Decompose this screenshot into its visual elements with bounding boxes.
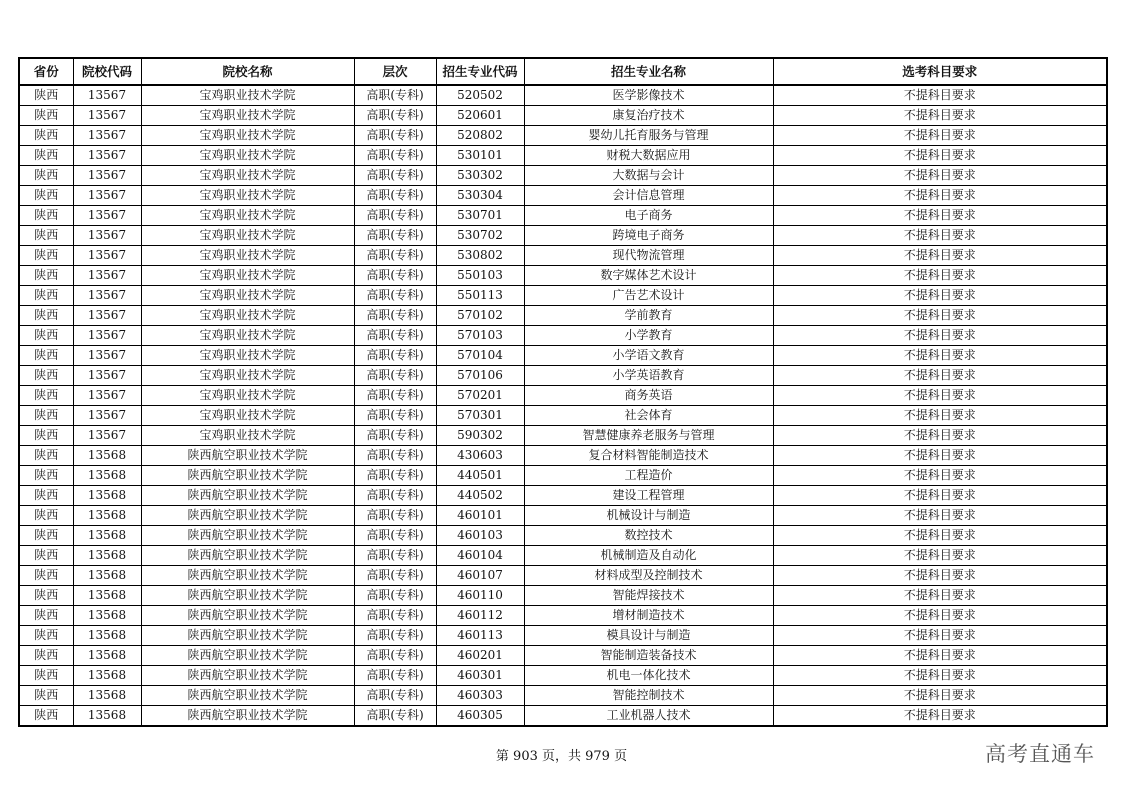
cell-province: 陕西 [19, 146, 73, 166]
cell-level: 高职(专科) [354, 466, 436, 486]
cell-major-code: 460103 [436, 526, 524, 546]
cell-major-name: 电子商务 [524, 206, 773, 226]
cell-level: 高职(专科) [354, 506, 436, 526]
cell-major-name: 机械制造及自动化 [524, 546, 773, 566]
cell-subject-requirement: 不提科目要求 [773, 85, 1107, 106]
cell-school-name: 陕西航空职业技术学院 [141, 486, 354, 506]
cell-level: 高职(专科) [354, 626, 436, 646]
cell-province: 陕西 [19, 606, 73, 626]
cell-subject-requirement: 不提科目要求 [773, 366, 1107, 386]
admissions-table-container [18, 57, 1106, 727]
cell-major-code: 550113 [436, 286, 524, 306]
cell-subject-requirement: 不提科目要求 [773, 326, 1107, 346]
cell-major-name: 智能制造装备技术 [524, 646, 773, 666]
cell-major-name: 广告艺术设计 [524, 286, 773, 306]
cell-province: 陕西 [19, 166, 73, 186]
table-row [19, 126, 1107, 146]
cell-province: 陕西 [19, 286, 73, 306]
cell-major-code: 430603 [436, 446, 524, 466]
cell-school-code: 13567 [73, 406, 141, 426]
cell-school-name: 宝鸡职业技术学院 [141, 146, 354, 166]
cell-school-code: 13567 [73, 206, 141, 226]
cell-school-code: 13567 [73, 106, 141, 126]
cell-major-code: 440502 [436, 486, 524, 506]
cell-school-name: 宝鸡职业技术学院 [141, 186, 354, 206]
cell-province: 陕西 [19, 706, 73, 727]
cell-major-code: 460113 [436, 626, 524, 646]
table-row [19, 306, 1107, 326]
cell-subject-requirement: 不提科目要求 [773, 126, 1107, 146]
cell-major-code: 460112 [436, 606, 524, 626]
cell-level: 高职(专科) [354, 426, 436, 446]
cell-province: 陕西 [19, 546, 73, 566]
table-row [19, 506, 1107, 526]
cell-province: 陕西 [19, 386, 73, 406]
cell-school-name: 陕西航空职业技术学院 [141, 566, 354, 586]
table-row [19, 626, 1107, 646]
cell-province: 陕西 [19, 246, 73, 266]
cell-school-code: 13567 [73, 386, 141, 406]
table-header-row [19, 58, 1107, 85]
table-row [19, 566, 1107, 586]
cell-level: 高职(专科) [354, 706, 436, 727]
cell-level: 高职(专科) [354, 666, 436, 686]
cell-subject-requirement: 不提科目要求 [773, 526, 1107, 546]
table-row [19, 666, 1107, 686]
cell-school-name: 宝鸡职业技术学院 [141, 386, 354, 406]
cell-major-code: 570201 [436, 386, 524, 406]
cell-major-code: 570104 [436, 346, 524, 366]
cell-level: 高职(专科) [354, 566, 436, 586]
cell-major-name: 材料成型及控制技术 [524, 566, 773, 586]
cell-subject-requirement: 不提科目要求 [773, 486, 1107, 506]
cell-province: 陕西 [19, 666, 73, 686]
table-row [19, 346, 1107, 366]
cell-school-code: 13567 [73, 366, 141, 386]
cell-school-name: 陕西航空职业技术学院 [141, 686, 354, 706]
cell-major-name: 跨境电子商务 [524, 226, 773, 246]
cell-major-name: 增材制造技术 [524, 606, 773, 626]
cell-province: 陕西 [19, 566, 73, 586]
cell-major-code: 570301 [436, 406, 524, 426]
cell-major-name: 机电一体化技术 [524, 666, 773, 686]
cell-province: 陕西 [19, 346, 73, 366]
cell-school-code: 13568 [73, 486, 141, 506]
cell-level: 高职(专科) [354, 266, 436, 286]
table-row [19, 266, 1107, 286]
cell-major-name: 数字媒体艺术设计 [524, 266, 773, 286]
cell-school-code: 13567 [73, 426, 141, 446]
cell-subject-requirement: 不提科目要求 [773, 146, 1107, 166]
cell-school-name: 陕西航空职业技术学院 [141, 706, 354, 727]
cell-subject-requirement: 不提科目要求 [773, 606, 1107, 626]
cell-subject-requirement: 不提科目要求 [773, 226, 1107, 246]
cell-major-name: 财税大数据应用 [524, 146, 773, 166]
cell-school-code: 13568 [73, 706, 141, 727]
table-row [19, 406, 1107, 426]
table-row [19, 446, 1107, 466]
cell-province: 陕西 [19, 306, 73, 326]
table-row [19, 706, 1107, 727]
cell-school-code: 13567 [73, 286, 141, 306]
cell-school-code: 13567 [73, 326, 141, 346]
cell-major-code: 550103 [436, 266, 524, 286]
cell-school-code: 13568 [73, 686, 141, 706]
cell-level: 高职(专科) [354, 85, 436, 106]
cell-major-name: 复合材料智能制造技术 [524, 446, 773, 466]
cell-level: 高职(专科) [354, 406, 436, 426]
table-row [19, 486, 1107, 506]
header-major-code: 招生专业代码 [436, 58, 524, 85]
cell-subject-requirement: 不提科目要求 [773, 346, 1107, 366]
table-row [19, 366, 1107, 386]
cell-major-name: 工程造价 [524, 466, 773, 486]
cell-major-code: 570102 [436, 306, 524, 326]
cell-province: 陕西 [19, 486, 73, 506]
cell-major-code: 590302 [436, 426, 524, 446]
table-row [19, 146, 1107, 166]
cell-major-name: 商务英语 [524, 386, 773, 406]
cell-subject-requirement: 不提科目要求 [773, 686, 1107, 706]
cell-subject-requirement: 不提科目要求 [773, 406, 1107, 426]
cell-subject-requirement: 不提科目要求 [773, 166, 1107, 186]
cell-subject-requirement: 不提科目要求 [773, 586, 1107, 606]
cell-school-code: 13568 [73, 586, 141, 606]
table-body [19, 85, 1107, 726]
page-number: 第 903 页，共 979 页 [495, 749, 628, 764]
cell-level: 高职(专科) [354, 106, 436, 126]
cell-subject-requirement: 不提科目要求 [773, 246, 1107, 266]
cell-school-name: 陕西航空职业技术学院 [141, 506, 354, 526]
cell-level: 高职(专科) [354, 646, 436, 666]
cell-school-name: 宝鸡职业技术学院 [141, 306, 354, 326]
cell-major-name: 学前教育 [524, 306, 773, 326]
cell-level: 高职(专科) [354, 306, 436, 326]
cell-school-name: 陕西航空职业技术学院 [141, 586, 354, 606]
cell-school-name: 宝鸡职业技术学院 [141, 106, 354, 126]
cell-school-code: 13568 [73, 546, 141, 566]
header-school-code: 院校代码 [73, 58, 141, 85]
cell-school-name: 宝鸡职业技术学院 [141, 246, 354, 266]
cell-level: 高职(专科) [354, 486, 436, 506]
cell-province: 陕西 [19, 326, 73, 346]
cell-school-name: 宝鸡职业技术学院 [141, 166, 354, 186]
cell-major-code: 530101 [436, 146, 524, 166]
table-row [19, 206, 1107, 226]
cell-school-code: 13567 [73, 186, 141, 206]
cell-level: 高职(专科) [354, 546, 436, 566]
cell-subject-requirement: 不提科目要求 [773, 706, 1107, 727]
cell-province: 陕西 [19, 186, 73, 206]
cell-subject-requirement: 不提科目要求 [773, 386, 1107, 406]
table-row [19, 286, 1107, 306]
table-row [19, 526, 1107, 546]
cell-school-name: 宝鸡职业技术学院 [141, 326, 354, 346]
watermark-logo: 高考直通车 [985, 742, 1095, 766]
cell-subject-requirement: 不提科目要求 [773, 466, 1107, 486]
cell-province: 陕西 [19, 446, 73, 466]
cell-level: 高职(专科) [354, 586, 436, 606]
cell-major-code: 460303 [436, 686, 524, 706]
cell-subject-requirement: 不提科目要求 [773, 106, 1107, 126]
cell-province: 陕西 [19, 206, 73, 226]
cell-province: 陕西 [19, 586, 73, 606]
cell-school-code: 13567 [73, 246, 141, 266]
table-row [19, 85, 1107, 106]
cell-major-code: 520502 [436, 85, 524, 106]
cell-level: 高职(专科) [354, 346, 436, 366]
cell-level: 高职(专科) [354, 126, 436, 146]
cell-major-name: 智能控制技术 [524, 686, 773, 706]
cell-province: 陕西 [19, 126, 73, 146]
cell-school-code: 13567 [73, 166, 141, 186]
cell-province: 陕西 [19, 506, 73, 526]
cell-major-name: 工业机器人技术 [524, 706, 773, 727]
cell-major-code: 460101 [436, 506, 524, 526]
cell-province: 陕西 [19, 85, 73, 106]
cell-school-code: 13568 [73, 466, 141, 486]
cell-major-name: 小学教育 [524, 326, 773, 346]
cell-school-name: 宝鸡职业技术学院 [141, 286, 354, 306]
cell-subject-requirement: 不提科目要求 [773, 646, 1107, 666]
cell-subject-requirement: 不提科目要求 [773, 306, 1107, 326]
table-row [19, 186, 1107, 206]
table-row [19, 246, 1107, 266]
cell-major-code: 460107 [436, 566, 524, 586]
table-row [19, 326, 1107, 346]
cell-school-name: 宝鸡职业技术学院 [141, 406, 354, 426]
cell-subject-requirement: 不提科目要求 [773, 446, 1107, 466]
cell-major-name: 建设工程管理 [524, 486, 773, 506]
cell-major-name: 社会体育 [524, 406, 773, 426]
cell-major-name: 机械设计与制造 [524, 506, 773, 526]
cell-major-code: 530701 [436, 206, 524, 226]
header-subject-requirement: 选考科目要求 [773, 58, 1107, 85]
cell-level: 高职(专科) [354, 226, 436, 246]
cell-province: 陕西 [19, 266, 73, 286]
cell-province: 陕西 [19, 686, 73, 706]
cell-level: 高职(专科) [354, 526, 436, 546]
header-school-name: 院校名称 [141, 58, 354, 85]
admissions-table [18, 57, 1108, 727]
cell-major-code: 520802 [436, 126, 524, 146]
cell-major-code: 460201 [436, 646, 524, 666]
table-row [19, 546, 1107, 566]
cell-school-name: 陕西航空职业技术学院 [141, 446, 354, 466]
cell-province: 陕西 [19, 366, 73, 386]
header-level: 层次 [354, 58, 436, 85]
cell-major-code: 530304 [436, 186, 524, 206]
cell-level: 高职(专科) [354, 186, 436, 206]
cell-school-name: 陕西航空职业技术学院 [141, 546, 354, 566]
cell-school-name: 陕西航空职业技术学院 [141, 526, 354, 546]
cell-level: 高职(专科) [354, 206, 436, 226]
cell-major-code: 460104 [436, 546, 524, 566]
table-row [19, 106, 1107, 126]
cell-major-code: 440501 [436, 466, 524, 486]
cell-school-name: 宝鸡职业技术学院 [141, 346, 354, 366]
cell-level: 高职(专科) [354, 166, 436, 186]
cell-major-name: 康复治疗技术 [524, 106, 773, 126]
cell-major-code: 530302 [436, 166, 524, 186]
cell-major-name: 小学语文教育 [524, 346, 773, 366]
cell-level: 高职(专科) [354, 446, 436, 466]
cell-school-name: 宝鸡职业技术学院 [141, 266, 354, 286]
cell-school-code: 13567 [73, 85, 141, 106]
cell-major-code: 530802 [436, 246, 524, 266]
cell-level: 高职(专科) [354, 326, 436, 346]
cell-subject-requirement: 不提科目要求 [773, 546, 1107, 566]
cell-major-code: 520601 [436, 106, 524, 126]
table-row [19, 586, 1107, 606]
table-row [19, 646, 1107, 666]
cell-level: 高职(专科) [354, 366, 436, 386]
table-row [19, 686, 1107, 706]
cell-school-code: 13568 [73, 646, 141, 666]
cell-province: 陕西 [19, 426, 73, 446]
cell-school-code: 13568 [73, 446, 141, 466]
cell-level: 高职(专科) [354, 686, 436, 706]
cell-major-name: 现代物流管理 [524, 246, 773, 266]
cell-school-name: 宝鸡职业技术学院 [141, 426, 354, 446]
cell-province: 陕西 [19, 106, 73, 126]
cell-school-name: 陕西航空职业技术学院 [141, 626, 354, 646]
cell-province: 陕西 [19, 466, 73, 486]
cell-province: 陕西 [19, 646, 73, 666]
cell-school-name: 宝鸡职业技术学院 [141, 226, 354, 246]
cell-level: 高职(专科) [354, 246, 436, 266]
cell-province: 陕西 [19, 226, 73, 246]
cell-major-name: 智能焊接技术 [524, 586, 773, 606]
cell-school-code: 13568 [73, 506, 141, 526]
cell-school-code: 13568 [73, 526, 141, 546]
header-major-name: 招生专业名称 [524, 58, 773, 85]
cell-school-code: 13567 [73, 126, 141, 146]
table-row [19, 386, 1107, 406]
cell-school-name: 宝鸡职业技术学院 [141, 85, 354, 106]
cell-subject-requirement: 不提科目要求 [773, 186, 1107, 206]
cell-school-name: 宝鸡职业技术学院 [141, 206, 354, 226]
cell-subject-requirement: 不提科目要求 [773, 626, 1107, 646]
cell-major-name: 模具设计与制造 [524, 626, 773, 646]
header-province: 省份 [19, 58, 73, 85]
cell-province: 陕西 [19, 526, 73, 546]
cell-school-name: 陕西航空职业技术学院 [141, 646, 354, 666]
cell-level: 高职(专科) [354, 286, 436, 306]
cell-subject-requirement: 不提科目要求 [773, 266, 1107, 286]
cell-major-name: 数控技术 [524, 526, 773, 546]
cell-level: 高职(专科) [354, 386, 436, 406]
cell-school-code: 13568 [73, 626, 141, 646]
cell-school-code: 13567 [73, 306, 141, 326]
cell-major-code: 460305 [436, 706, 524, 727]
cell-major-name: 医学影像技术 [524, 85, 773, 106]
cell-school-name: 宝鸡职业技术学院 [141, 126, 354, 146]
cell-school-name: 宝鸡职业技术学院 [141, 366, 354, 386]
cell-major-code: 570106 [436, 366, 524, 386]
cell-school-code: 13568 [73, 606, 141, 626]
table-row [19, 166, 1107, 186]
cell-subject-requirement: 不提科目要求 [773, 566, 1107, 586]
cell-school-code: 13567 [73, 146, 141, 166]
table-row [19, 426, 1107, 446]
cell-school-name: 陕西航空职业技术学院 [141, 606, 354, 626]
cell-major-code: 460301 [436, 666, 524, 686]
cell-school-code: 13568 [73, 566, 141, 586]
cell-major-name: 小学英语教育 [524, 366, 773, 386]
cell-school-code: 13567 [73, 266, 141, 286]
cell-major-code: 460110 [436, 586, 524, 606]
cell-level: 高职(专科) [354, 606, 436, 626]
cell-major-code: 530702 [436, 226, 524, 246]
cell-school-code: 13568 [73, 666, 141, 686]
cell-subject-requirement: 不提科目要求 [773, 206, 1107, 226]
cell-subject-requirement: 不提科目要求 [773, 666, 1107, 686]
cell-school-name: 陕西航空职业技术学院 [141, 466, 354, 486]
cell-subject-requirement: 不提科目要求 [773, 286, 1107, 306]
table-row [19, 226, 1107, 246]
cell-major-code: 570103 [436, 326, 524, 346]
cell-major-name: 会计信息管理 [524, 186, 773, 206]
cell-school-code: 13567 [73, 226, 141, 246]
cell-subject-requirement: 不提科目要求 [773, 426, 1107, 446]
cell-major-name: 婴幼儿托育服务与管理 [524, 126, 773, 146]
cell-level: 高职(专科) [354, 146, 436, 166]
cell-major-name: 智慧健康养老服务与管理 [524, 426, 773, 446]
cell-province: 陕西 [19, 406, 73, 426]
table-row [19, 466, 1107, 486]
cell-school-name: 陕西航空职业技术学院 [141, 666, 354, 686]
table-row [19, 606, 1107, 626]
cell-school-code: 13567 [73, 346, 141, 366]
cell-province: 陕西 [19, 626, 73, 646]
cell-major-name: 大数据与会计 [524, 166, 773, 186]
cell-subject-requirement: 不提科目要求 [773, 506, 1107, 526]
